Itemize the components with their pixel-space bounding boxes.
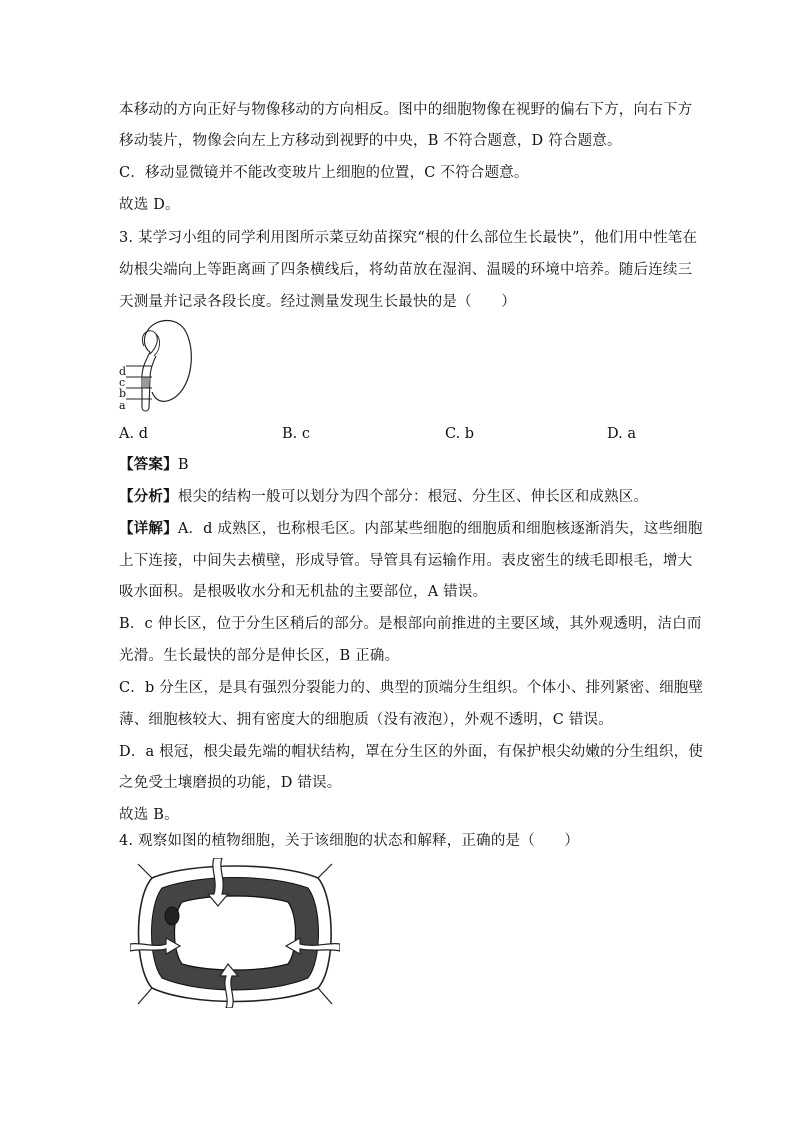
text-line: 故选 B。	[119, 807, 179, 823]
text-line: 薄、细胞核较大、拥有密度大的细胞质（没有液泡），外观不透明，C 错误。	[119, 712, 613, 728]
answer-tag: 【答案】	[119, 456, 178, 473]
detail-line	[119, 519, 703, 539]
text-line: 光滑。生长最快的部分是伸长区，B 正确。	[119, 648, 400, 664]
option-a: A. d	[119, 426, 148, 442]
label-a: a	[119, 399, 126, 412]
text-line: 故选 D。	[119, 197, 180, 213]
bean-seedling-figure	[116, 316, 196, 414]
text-line: 之免受土壤磨损的功能，D 错误。	[119, 775, 342, 791]
detail-tag: 【详解】	[119, 520, 178, 537]
answer-text: B	[177, 457, 189, 473]
label-d: d	[119, 365, 127, 378]
plant-cell-figure	[130, 858, 340, 1008]
analysis-text: 根尖的结构一般可以划分为四个部分：根冠、分生区、伸长区和成熟区。	[177, 489, 649, 505]
question-3-stem: 幼根尖端向上等距离画了四条横线后，将幼苗放在湿润、温暖的环境中培养。随后连续三	[119, 262, 693, 278]
text-line: B．c 伸长区，位于分生区稍后的部分。是根部向前推进的主要区域，其外观透明，洁白而	[119, 616, 702, 632]
text-line: 移动装片，物像会向左上方移动到视野的中央，B 不符合题意，D 符合题意。	[119, 133, 622, 149]
text-line: 上下连接，中间失去横壁，形成导管。导管具有运输作用。表皮密生的绒毛即根毛，增大	[119, 553, 693, 569]
question-4-stem: 4. 观察如图的植物细胞，关于该细胞的状态和解释，正确的是（ ）	[119, 833, 580, 849]
text-line: 吸水面积。是根吸收水分和无机盐的主要部位，A 错误。	[119, 584, 488, 600]
text-line: C．b 分生区，是具有强烈分裂能力的、典型的顶端分生组织。个体小、排列紧密、细胞壁	[119, 680, 704, 696]
analysis-tag: 【分析】	[119, 488, 178, 505]
analysis-line	[119, 487, 648, 507]
option-b: B. c	[282, 426, 310, 442]
label-c: c	[119, 376, 126, 389]
text-line: D．a 根冠，根尖最先端的帽状结构，罩在分生区的外面，有保护根尖幼嫩的分生组织，使	[119, 744, 704, 760]
option-d: D. a	[607, 426, 636, 442]
question-3-stem: 天测量并记录各段长度。经过测量发现生长最快的是（ ）	[119, 294, 516, 310]
text-line: C．移动显微镜并不能改变玻片上细胞的位置，C 不符合题意。	[119, 165, 529, 181]
detail-text: A．d 成熟区，也称根毛区。内部某些细胞的细胞质和细胞核逐渐消失，这些细胞	[177, 521, 703, 537]
question-3-stem: 3. 某学习小组的同学利用图所示菜豆幼苗探究“根的什么部位生长最快”，他们用中性笔在	[119, 230, 698, 246]
label-b: b	[119, 387, 127, 400]
answer-line	[119, 455, 189, 475]
text-line: 本移动的方向正好与物像移动的方向相反。图中的细胞物像在视野的偏右下方，向右下方	[119, 102, 693, 118]
option-c: C. b	[445, 426, 475, 442]
